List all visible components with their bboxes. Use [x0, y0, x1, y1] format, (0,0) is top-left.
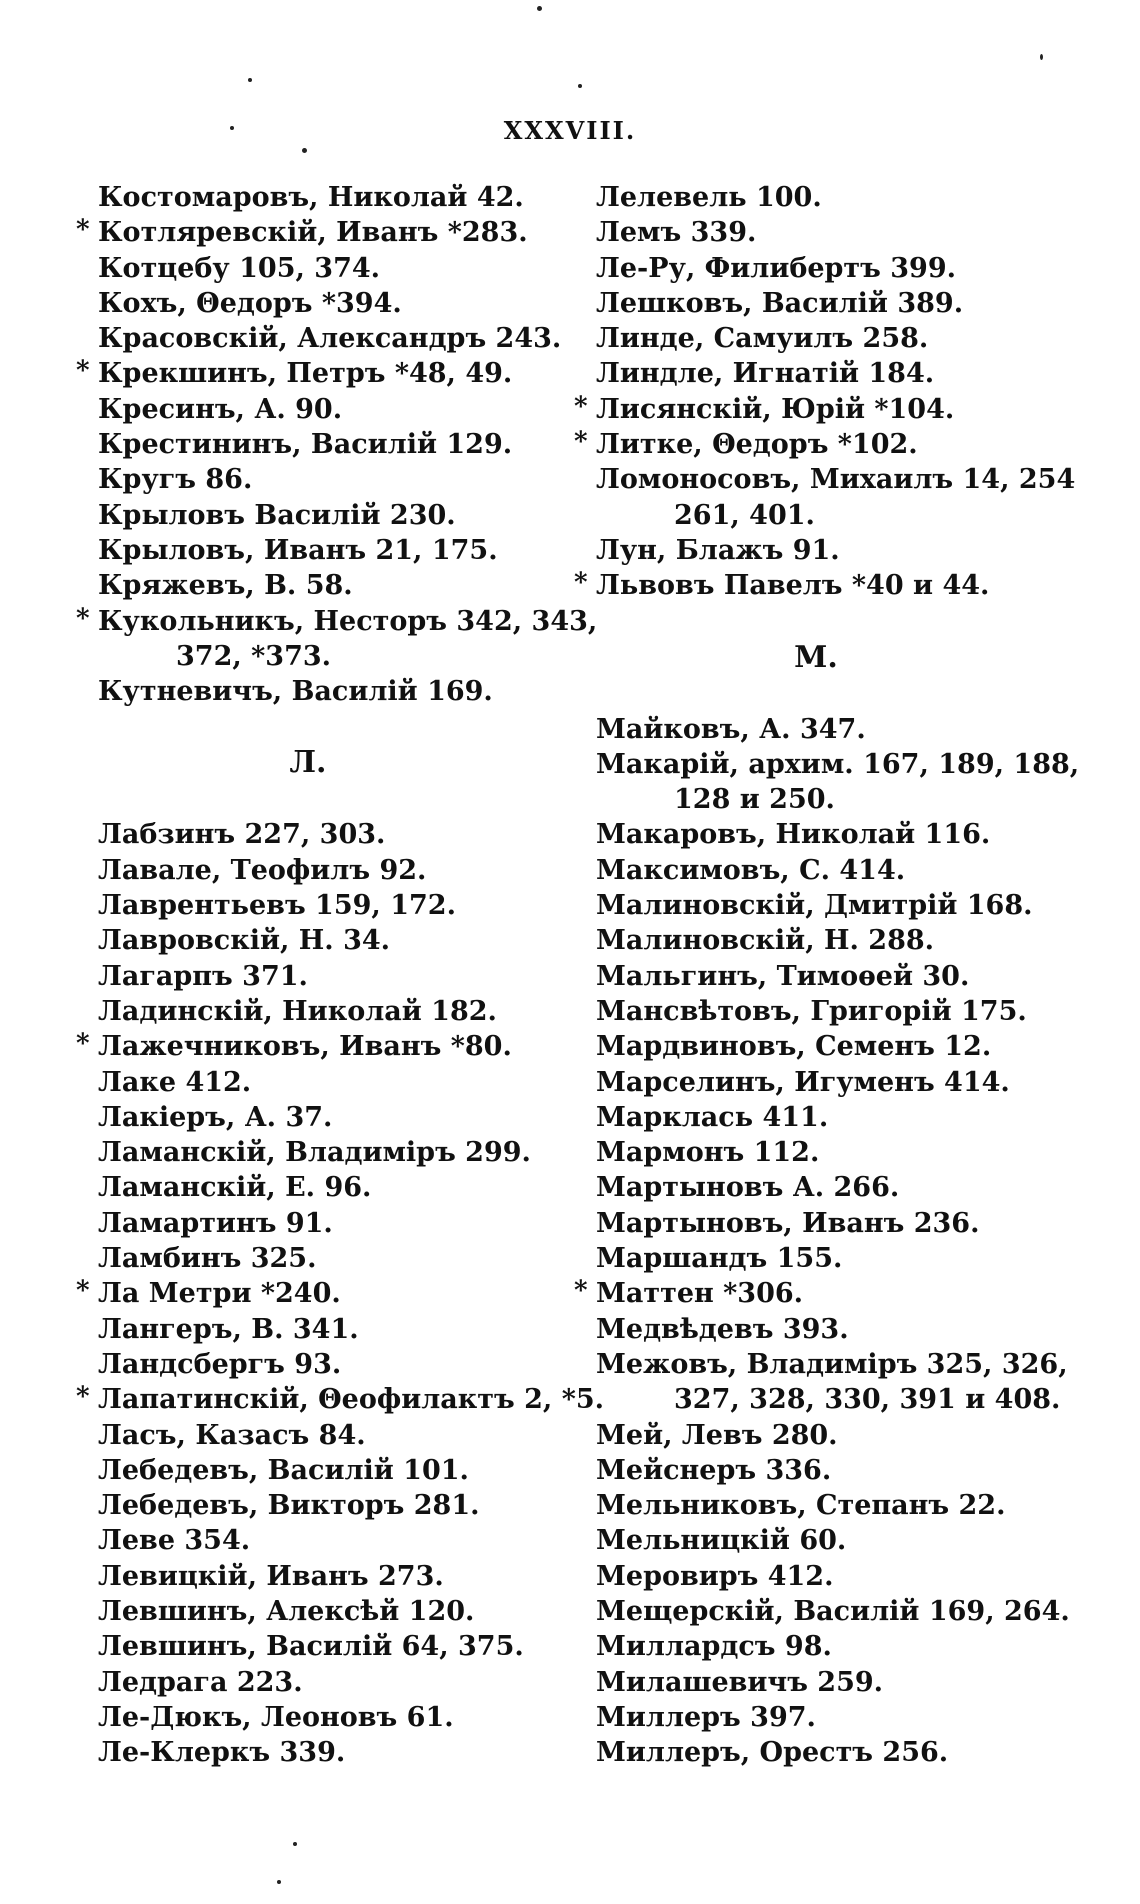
index-column-left	[98, 180, 605, 1770]
page-number: XXXVIII.	[503, 116, 637, 145]
index-entry: Мещерскій, Василій 169, 264.	[596, 1595, 1070, 1627]
index-entry: Мармонъ 112.	[596, 1137, 820, 1169]
index-entry: Лабзинъ 227, 303.	[98, 819, 386, 851]
index-entry: Марселинъ, Игуменъ 414.	[596, 1066, 1010, 1098]
index-column-right	[596, 180, 1096, 1770]
index-entry: Лавровскій, Н. 34.	[98, 925, 391, 957]
index-entry: Лакіеръ, А. 37.	[98, 1101, 333, 1133]
index-entry: Ламартинъ 91.	[98, 1207, 333, 1239]
index-entry: Марклась 411.	[596, 1101, 829, 1133]
index-entry: Кресинъ, А. 90.	[98, 393, 343, 425]
index-entry: Левшинъ, Василій 64, 375.	[98, 1631, 524, 1663]
scan-speck	[578, 84, 582, 88]
index-entry: Лагарпъ 371.	[98, 960, 308, 992]
index-entry: Лебедевъ, Василій 101.	[98, 1454, 469, 1486]
index-entry: Линде, Самуилъ 258.	[596, 323, 929, 355]
index-entry: Мейснеръ 336.	[596, 1454, 832, 1486]
index-entry: Миллеръ, Орестъ 256.	[596, 1737, 949, 1769]
index-entry: Леве 354.	[98, 1525, 251, 1557]
index-entry: Мельницкій 60.	[596, 1525, 847, 1557]
section-letter-heading: М.	[794, 639, 838, 675]
index-entry: Максимовъ, С. 414.	[596, 854, 906, 886]
index-entry: Лавале, Теофилъ 92.	[98, 854, 427, 886]
index-entry-continuation: 261, 401.	[674, 499, 815, 531]
index-entry: Кряжевъ, В. 58.	[98, 570, 353, 602]
scan-speck	[1040, 54, 1043, 60]
index-entry: Меровиръ 412.	[596, 1560, 834, 1592]
index-entry: Ломоносовъ, Михаилъ 14, 254	[596, 464, 1076, 496]
index-entry: Макарій, архим. 167, 189, 188,	[596, 748, 1080, 780]
index-entry: * Лисянскій, Юрій *104.	[596, 392, 1096, 427]
scan-speck	[248, 78, 252, 82]
index-entry: Миллардсъ 98.	[596, 1631, 832, 1663]
index-entry: Ламанскій, Е. 96.	[98, 1172, 372, 1204]
index-entry: * Ла Метри *240.	[98, 1276, 578, 1311]
index-entry-continuation: 327, 328, 330, 391 и 408.	[674, 1384, 1061, 1416]
index-entry: Ламбинъ 325.	[98, 1243, 317, 1275]
index-entry: Мардвиновъ, Семенъ 12.	[596, 1031, 992, 1063]
index-entry: Лемъ 339.	[596, 217, 757, 249]
index-entry: Кохъ, Θедоръ *394.	[98, 287, 402, 319]
scan-speck	[302, 148, 307, 153]
index-entry: * Литке, Θедоръ *102.	[596, 427, 1096, 462]
index-entry: Левшинъ, Алексѣй 120.	[98, 1595, 475, 1627]
index-entry: Крыловъ Василій 230.	[98, 499, 456, 531]
index-entry: Кругъ 86.	[98, 464, 253, 496]
index-entry: * Лапатинскій, Θеофилактъ 2, *5.	[98, 1382, 578, 1417]
index-entry: Лангеръ, В. 341.	[98, 1313, 359, 1345]
index-entry: Мальгинъ, Тимоѳей 30.	[596, 960, 970, 992]
index-entry: Межовъ, Владиміръ 325, 326,	[596, 1348, 1068, 1380]
index-entry: Ле-Клеркъ 339.	[98, 1737, 346, 1769]
index-entry: Малиновскій, Н. 288.	[596, 925, 935, 957]
index-entry: Левицкій, Иванъ 273.	[98, 1560, 444, 1592]
index-entry: Лаврентьевъ 159, 172.	[98, 890, 456, 922]
index-entry: Ле-Ру, Филибертъ 399.	[596, 252, 957, 284]
index-entry: Маршандъ 155.	[596, 1243, 843, 1275]
index-entry: Милашевичъ 259.	[596, 1666, 884, 1698]
index-entry: * Лажечниковъ, Иванъ *80.	[98, 1029, 578, 1064]
section-letter-heading: Л.	[289, 745, 327, 781]
index-entry: Лелевель 100.	[596, 182, 822, 213]
index-entry: * Львовъ Павелъ *40 и 44.	[596, 568, 1096, 603]
index-entry: * Крекшинъ, Петръ *48, 49.	[98, 356, 578, 391]
index-entry: Лешковъ, Василій 389.	[596, 287, 964, 319]
index-entry: * Котляревскій, Иванъ *283.	[98, 215, 578, 250]
index-entry: Ладинскій, Николай 182.	[98, 995, 497, 1027]
scan-speck	[277, 1880, 281, 1884]
index-entry: Лаке 412.	[98, 1066, 252, 1098]
index-entry: Мартыновъ, Иванъ 236.	[596, 1207, 980, 1239]
index-entry-continuation: 128 и 250.	[674, 784, 835, 816]
index-entry: Линдле, Игнатій 184.	[596, 358, 935, 390]
index-entry: Красовскій, Александръ 243.	[98, 323, 562, 355]
index-entry: Мартыновъ А. 266.	[596, 1172, 900, 1204]
index-entry: Мельниковъ, Степанъ 22.	[596, 1490, 1006, 1522]
index-entry: Кутневичъ, Василій 169.	[98, 676, 493, 708]
index-entry: Ледрага 223.	[98, 1666, 303, 1698]
index-entry: Лун, Блажъ 91.	[596, 534, 840, 566]
scan-speck	[293, 1842, 297, 1846]
index-entry: Миллеръ 397.	[596, 1701, 816, 1733]
index-entry: * Маттен *306.	[596, 1276, 1096, 1311]
index-entry: Ле-Дюкъ, Леоновъ 61.	[98, 1701, 454, 1733]
index-entry: Крестининъ, Василій 129.	[98, 429, 513, 461]
index-entry: Лебедевъ, Викторъ 281.	[98, 1490, 480, 1522]
index-entry: Ламанскій, Владиміръ 299.	[98, 1137, 531, 1169]
index-entry: Медвѣдевъ 393.	[596, 1313, 849, 1345]
scan-speck	[537, 6, 542, 11]
index-entry: Майковъ, А. 347.	[596, 713, 866, 745]
index-entry: Ландсбергъ 93.	[98, 1348, 342, 1380]
index-entry: Ласъ, Казасъ 84.	[98, 1419, 366, 1451]
index-entry-continuation: 372, *373.	[176, 640, 332, 672]
index-entry: Малиновскій, Дмитрій 168.	[596, 890, 1033, 922]
index-entry: Крыловъ, Иванъ 21, 175.	[98, 534, 498, 566]
index-entry: * Кукольникъ, Несторъ 342, 343,	[98, 604, 578, 639]
index-entry: Мансвѣтовъ, Григорій 175.	[596, 995, 1027, 1027]
index-entry: Котцебу 105, 374.	[98, 252, 381, 284]
index-entry: Макаровъ, Николай 116.	[596, 819, 991, 851]
index-entry: Мей, Левъ 280.	[596, 1419, 838, 1451]
index-entry: Костомаровъ, Николай 42.	[98, 182, 524, 213]
